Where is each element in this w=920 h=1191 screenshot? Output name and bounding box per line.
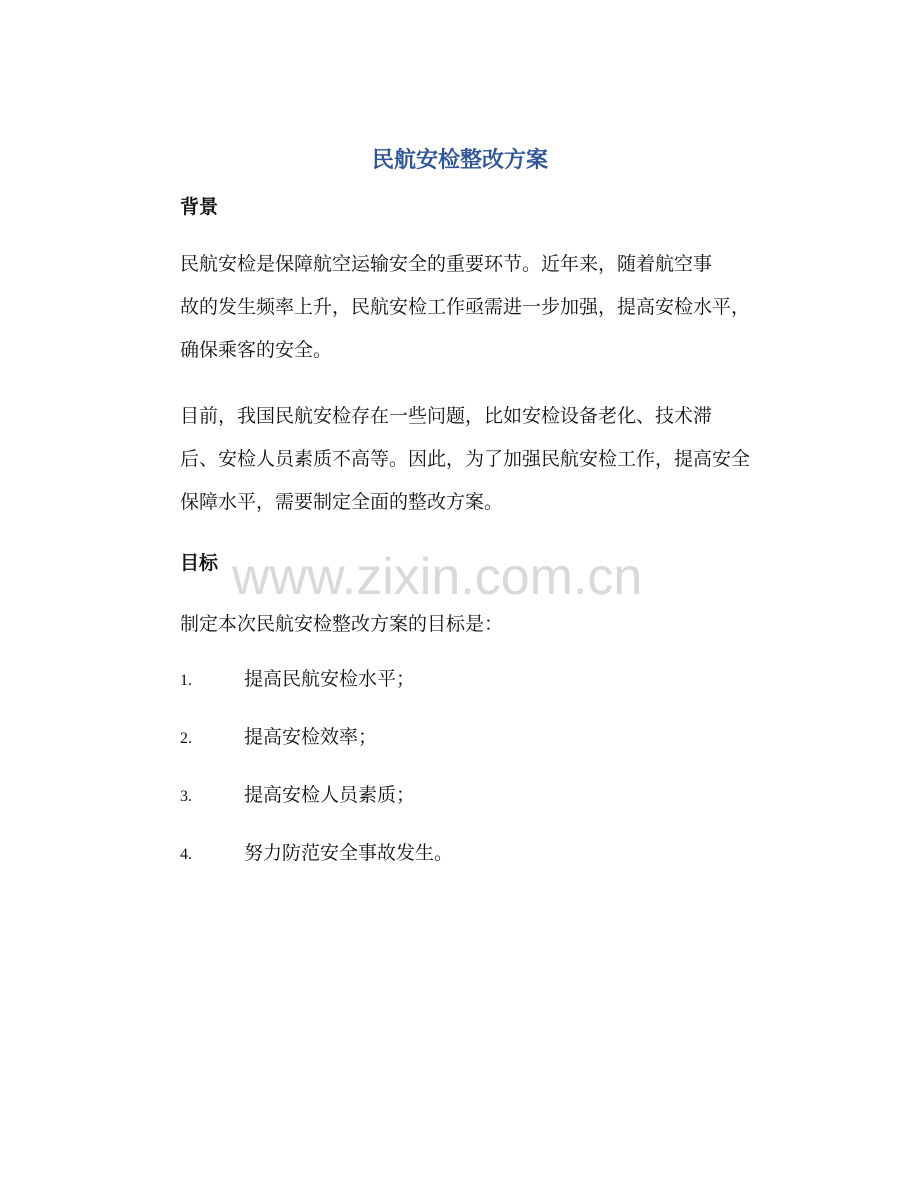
list-number: 2. (180, 730, 192, 747)
goal-list-item (180, 838, 453, 868)
background-paragraph-2 (180, 395, 780, 524)
list-text: 提高安检人员素质； (244, 784, 416, 806)
paragraph-line: 制定本次民航安检整改方案的目标是： (180, 613, 504, 635)
paragraph-line: 确保乘客的安全。 (180, 339, 333, 361)
goals-intro (180, 603, 780, 646)
document-title: 民航安检整改方案 (371, 147, 548, 173)
list-number: 4. (180, 846, 192, 863)
background-paragraph-1 (180, 243, 780, 372)
list-number: 3. (180, 788, 192, 805)
section-heading-background: 背景 (180, 196, 219, 218)
list-text: 努力防范安全事故发生。 (244, 842, 454, 864)
goal-list-item (180, 664, 415, 694)
section-heading-goals: 目标 (180, 552, 219, 574)
paragraph-line: 目前，我国民航安检存在一些问题，比如安检设备老化、技术滞 (180, 405, 713, 427)
goal-list-item (180, 722, 377, 752)
watermark: www.zixin.com.cn (232, 548, 643, 606)
list-text: 提高民航安检水平； (244, 668, 416, 690)
paragraph-line: 保障水平，需要制定全面的整改方案。 (180, 491, 504, 513)
paragraph-line: 后、安检人员素质不高等。因此，为了加强民航安检工作，提高安全 (180, 448, 751, 470)
paragraph-line: 故的发生频率上升，民航安检工作亟需进一步加强，提高安检水平， (180, 296, 751, 318)
paragraph-line: 民航安检是保障航空运输安全的重要环节。近年来，随着航空事 (180, 253, 713, 275)
list-text: 提高安检效率； (244, 726, 378, 748)
list-number: 1. (180, 672, 192, 689)
goal-list-item (180, 780, 415, 810)
